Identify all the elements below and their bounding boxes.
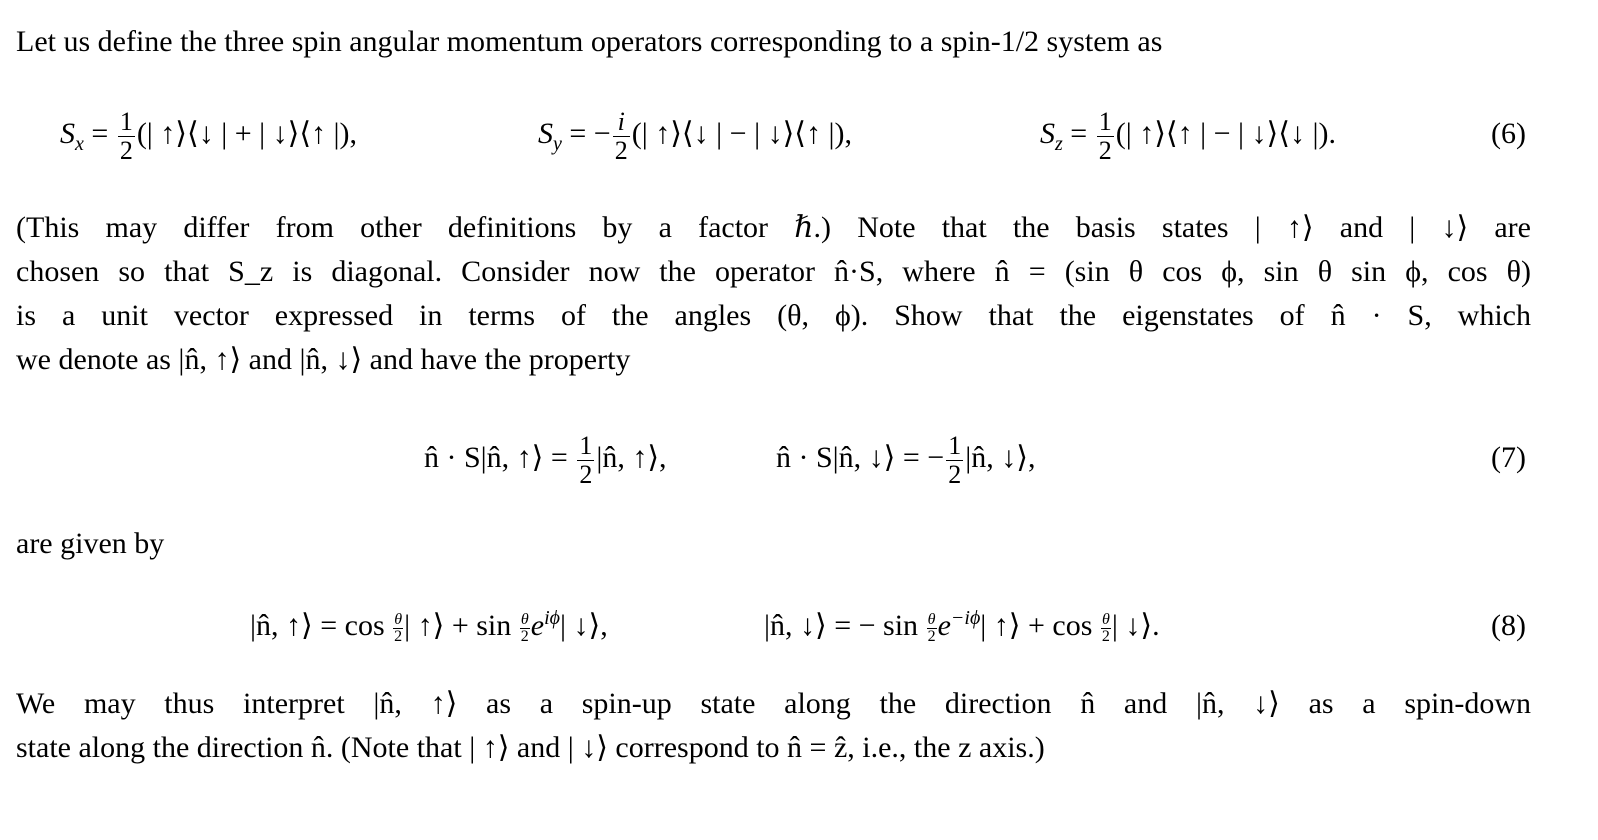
- description-line-1: (This may differ from other definitions by a factor ℏ.) Note that the basis states | ↑⟩ and | ↓⟩ are: [16, 211, 1531, 244]
- sz-definition: [1040, 104, 1336, 165]
- given-by-paragraph: [16, 522, 1531, 566]
- eq8-up-frac-2-num: θ: [520, 610, 529, 628]
- interpretation-paragraph: [16, 682, 1531, 770]
- eq8-down-frac-1-den: 2: [927, 627, 936, 645]
- eq8-down-part-3: | ↑⟩ + cos: [980, 609, 1100, 642]
- description-paragraph: [16, 206, 1531, 382]
- sx-symbol: S: [60, 117, 75, 150]
- sz-subscript: z: [1055, 133, 1063, 155]
- eq8-up-frac-2: [520, 612, 530, 645]
- equation-8-number: (8): [1491, 609, 1526, 642]
- eq7-down-lhs: n̂ · S|n̂, ↓⟩ = −: [776, 441, 945, 474]
- description-line-3: is a unit vector expressed in terms of the angles (θ, ϕ). Show that the eigenstates of n̂ · S, which: [16, 299, 1531, 332]
- sy-equals: = −: [561, 117, 611, 150]
- eq7-up-frac-num: 1: [579, 430, 593, 460]
- equation-7-number: (7): [1491, 441, 1526, 474]
- eq8-down-part-4: | ↓⟩.: [1111, 609, 1160, 642]
- eq8-down-frac-1-num: θ: [927, 610, 936, 628]
- sx-fraction: [118, 108, 135, 165]
- intro-paragraph: [16, 20, 1531, 64]
- sz-rhs: (| ↑⟩⟨↑ | − | ↓⟩⟨↓ |).: [1115, 117, 1336, 150]
- sz-frac-den: 2: [1098, 135, 1112, 165]
- sy-frac-den: 2: [614, 135, 628, 165]
- description-line-2: chosen so that S_z is diagonal. Consider now the operator n̂·S, where n̂ = (sin θ cos ϕ, sin θ sin ϕ, cos θ): [16, 255, 1531, 288]
- eq8-up-frac-1-num: θ: [394, 610, 403, 628]
- eq7-up-fraction: [577, 432, 594, 489]
- equation-6: [0, 104, 1598, 164]
- eq7-down-frac-num: 1: [948, 430, 962, 460]
- eigen-down-relation: [776, 428, 1035, 489]
- sx-frac-den: 2: [119, 135, 133, 165]
- eq7-down-rhs: |n̂, ↓⟩,: [965, 441, 1036, 474]
- equation-8: [0, 596, 1598, 656]
- sy-symbol: S: [538, 117, 553, 150]
- eigen-up-relation: [424, 428, 667, 489]
- eq8-down-frac-2: [1101, 612, 1111, 645]
- interpretation-line-1: We may thus interpret |n̂, ↑⟩ as a spin-up state along the direction n̂ and |n̂, ↓⟩ as a spin-down: [16, 687, 1531, 720]
- eq8-up-part-1: |n̂, ↑⟩ = cos: [250, 609, 393, 642]
- eq8-down-frac-2-den: 2: [1101, 627, 1110, 645]
- sx-frac-num: 1: [119, 106, 133, 136]
- sy-subscript: y: [553, 133, 562, 155]
- sy-rhs: (| ↑⟩⟨↓ | − | ↓⟩⟨↑ |),: [631, 117, 852, 150]
- eq8-down-frac-1: [927, 612, 937, 645]
- sy-frac-num: i: [617, 106, 625, 136]
- eq8-up-frac-1: [393, 612, 403, 645]
- interpretation-line-2: state along the direction n̂. (Note that | ↑⟩ and | ↓⟩ correspond to n̂ = ẑ, i.e., the z axis.): [16, 731, 1045, 764]
- eq8-up-frac-1-den: 2: [394, 627, 403, 645]
- given-by-line: are given by: [16, 527, 165, 560]
- description-line-4: we denote as |n̂, ↑⟩ and |n̂, ↓⟩ and have the property: [16, 343, 631, 376]
- eigenstate-up-expression: [250, 596, 608, 656]
- eq8-up-exp-base: e: [530, 609, 545, 642]
- sz-symbol: S: [1040, 117, 1055, 150]
- sz-fraction: [1097, 108, 1114, 165]
- sx-subscript: x: [75, 133, 84, 155]
- sy-fraction: [613, 108, 630, 165]
- eq8-down-part-1: |n̂, ↓⟩ = − sin: [764, 609, 926, 642]
- eq8-down-exp-base: e: [937, 609, 951, 642]
- eq7-up-rhs: |n̂, ↑⟩,: [596, 441, 667, 474]
- sx-equals: =: [83, 117, 116, 150]
- sz-equals: =: [1062, 117, 1095, 150]
- eq7-down-fraction: [946, 432, 963, 489]
- eq7-down-frac-den: 2: [948, 459, 962, 489]
- eq7-up-lhs: n̂ · S|n̂, ↑⟩ =: [424, 441, 576, 474]
- intro-line-1: Let us define the three spin angular momentum operators corresponding to a spin-1/2 system as: [16, 25, 1163, 58]
- sy-definition: [538, 104, 852, 165]
- sx-rhs: (| ↑⟩⟨↓ | + | ↓⟩⟨↑ |),: [136, 117, 358, 150]
- eq8-up-frac-2-den: 2: [520, 627, 529, 645]
- eq8-up-exponent: iϕ: [544, 607, 561, 629]
- eigenstate-down-expression: [764, 596, 1160, 656]
- eq8-down-frac-2-num: θ: [1101, 610, 1110, 628]
- eq8-up-part-4: | ↓⟩,: [560, 609, 608, 642]
- equation-6-number: (6): [1491, 117, 1526, 150]
- eq8-up-part-2: | ↑⟩ + sin: [404, 609, 519, 642]
- eq8-down-exponent: −iϕ: [950, 607, 981, 629]
- equation-7: [0, 428, 1598, 488]
- sx-definition: [60, 104, 357, 165]
- eq7-up-frac-den: 2: [579, 459, 593, 489]
- sz-frac-num: 1: [1098, 106, 1112, 136]
